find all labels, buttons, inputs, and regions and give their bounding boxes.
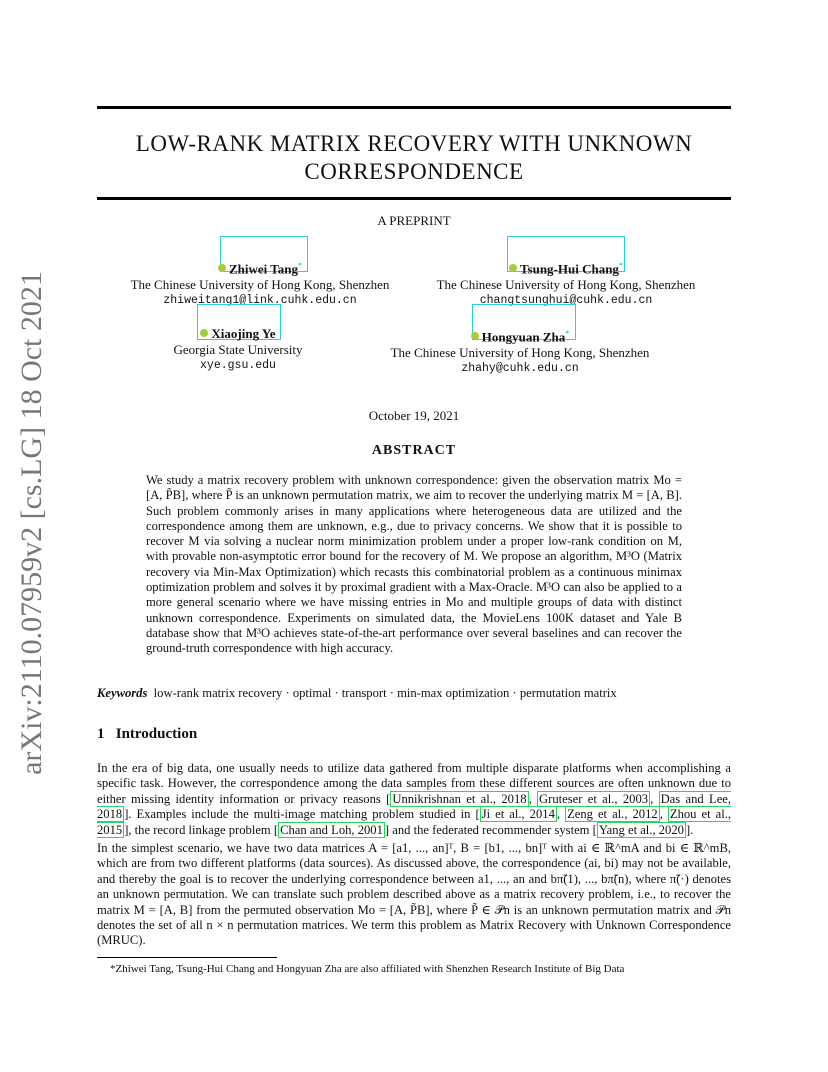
author-block-2: Tsung-Hui Chang* The Chinese University of Hong Kong, Shenzhen changtsunghui@cuhk.edu.cn	[426, 258, 706, 309]
orcid-icon[interactable]	[200, 329, 208, 337]
footnote: *Zhiwei Tang, Tsung-Hui Chang and Hongyuan Zha are also affiliated with Shenzhen Research Institute of Big Data	[110, 963, 625, 975]
citation-link[interactable]: Das and Lee, 2018	[97, 791, 732, 822]
keywords-label: Keywords	[97, 686, 148, 700]
author-affiliation: Georgia State University	[173, 342, 303, 357]
footnote-rule	[97, 957, 277, 958]
author-block-1: Zhiwei Tang* The Chinese University of Hong Kong, Shenzhen zhiweitang1@link.cuhk.edu.cn	[120, 258, 400, 309]
orcid-icon[interactable]	[509, 264, 517, 272]
author-name[interactable]: Tsung-Hui Chang	[520, 261, 619, 277]
author-name[interactable]: Xiaojing Ye	[211, 326, 276, 341]
citation-link[interactable]: Chan and Loh, 2001	[280, 822, 383, 837]
author-block-3	[120, 326, 356, 374]
author-email[interactable]: changtsunghui@cuhk.edu.cn	[479, 294, 653, 308]
author-name[interactable]: Hongyuan Zha	[481, 329, 566, 345]
author-affiliation: The Chinese University of Hong Kong, Shenzhen	[130, 277, 390, 293]
author-affiliation: The Chinese University of Hong Kong, Shenzhen	[390, 345, 650, 361]
citation-link[interactable]: Ji et al., 2014	[481, 807, 555, 822]
orcid-icon[interactable]	[218, 264, 226, 272]
top-rule	[97, 106, 731, 109]
author-email[interactable]: xye.gsu.edu	[200, 359, 276, 372]
keywords-line	[97, 686, 731, 701]
section-heading: 1 Introduction	[97, 726, 198, 742]
citation-link[interactable]: Gruteser et al., 2003	[539, 791, 649, 806]
title-bottom-rule	[97, 197, 731, 200]
author-email[interactable]: zhiweitang1@link.cuhk.edu.cn	[163, 294, 357, 308]
abstract-text: We study a matrix recovery problem with unknown correspondence: given the observation matrix Mo = [A, P̃B], where P̃ is an unknown permutation matrix, we aim to recover the underlying matrix M = [A, B]. Such problem commonly arises in many applications where heterogeneous data are utilized and the correspondence among them are unknown, e.g., due to privacy concerns. We show that it is possible to recover M via solving a nuclear norm minimization problem under a proper low-rank condition on M, with provable non-asymptotic error bound for the recovery of M. We propose an algorithm, M³O (Matrix recovery via Min-Max Optimization) which recasts this combinatorial problem as a continuous minimax optimization problem and solves it by proximal gradient with a Max-Oracle. M³O can also be applied to a more general scenario where we have missing entries in Mo and multiple groups of data with distinct unknown correspondence. Experiments on simulated data, the MovieLens 100K dataset and Yale B database show that M³O achieves state-of-the-art performance over several baselines and can recover the ground-truth correspondence with high accuracy.	[146, 473, 682, 656]
arxiv-identifier: arXiv:2110.07959v2 [cs.LG] 18 Oct 2021	[15, 271, 48, 775]
author-block-4: Hongyuan Zha* The Chinese University of Hong Kong, Shenzhen zhahy@cuhk.edu.cn	[380, 326, 660, 377]
preprint-label: A PREPRINT	[377, 213, 451, 228]
citation-link[interactable]: Yang et al., 2020	[598, 822, 684, 837]
intro-paragraph-2: In the simplest scenario, we have two data matrices A = [a1, ..., an]ᵀ, B = [b1, ..., bn]ᵀ with ai ∈ ℝ^mA and bi ∈ ℝ^mB, which are from two different platforms (data sources). As discussed above, the correspondence (ai, bi) may not be available, and thereby the goal is to recover the underlying correspondence between a1, ..., an and bπ̃(1), ..., bπ̃(n), where π̃(·) denotes an unknown permutation. We can translate such problem described above as a matrix recovery problem, i.e., to recover the matrix M = [A, B] from the permuted observation Mo = [A, P̃B], where P̃ ∈ 𝒫n is an unknown permutation matrix and 𝒫n denotes the set of all n × n permutation matrices. We term this problem as Matrix Recovery with Unknown Correspondence (MRUC).	[97, 841, 731, 948]
publication-date: October 19, 2021	[368, 408, 460, 423]
citation-link[interactable]: Zhou et al., 2015	[97, 807, 732, 837]
citation-link[interactable]: Unnikrishnan et al., 2018	[392, 791, 527, 806]
paper-title: LOW-RANK MATRIX RECOVERY WITH UNKNOWN CORRESPONDENCE	[135, 131, 693, 184]
intro-paragraph-1: In the era of big data, one usually needs to utilize data gathered from multiple disparate platforms when accomplishing a specific task. However, the correspondence among the data samples from these different sources are often unknown due to either missing identity information or privacy reasons [ Unnikrishnan et al., 2018 , Gruteser et al., 2003 , Das and Lee, 2018 ]. Examples include the multi-image matching problem studied in [ Ji et al., 2014 , Zeng et al., 2012 , Zhou et al., 2015 ], the record linkage problem [ Chan and Loh, 2001 ] and the federated recommender system [ Yang et al., 2020 ].	[97, 761, 732, 837]
author-affiliation: The Chinese University of Hong Kong, Shenzhen	[436, 277, 696, 293]
orcid-icon[interactable]	[471, 332, 479, 340]
author-name[interactable]: Zhiwei Tang	[228, 261, 298, 277]
author-email[interactable]: zhahy@cuhk.edu.cn	[461, 362, 579, 376]
citation-link[interactable]: Zeng et al., 2012	[567, 807, 658, 822]
keywords-list: low-rank matrix recovery · optimal · transport · min-max optimization · permutation matrix	[153, 686, 617, 700]
abstract-heading: ABSTRACT	[371, 443, 457, 458]
